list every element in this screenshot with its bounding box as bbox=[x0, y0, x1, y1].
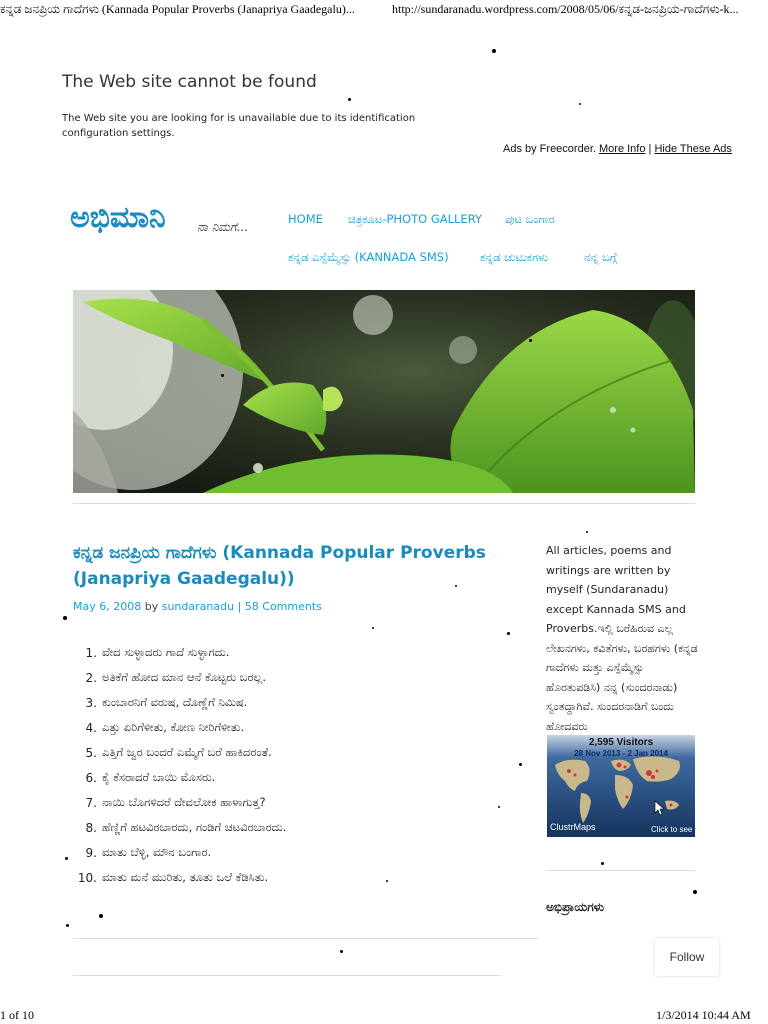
print-speck bbox=[386, 880, 388, 882]
print-footer-timestamp: 1/3/2014 10:44 AM bbox=[656, 1008, 751, 1022]
map-visitor-count: 2,595 Visitors bbox=[588, 737, 654, 748]
print-speck bbox=[340, 950, 343, 953]
print-speck bbox=[586, 531, 588, 533]
print-speck bbox=[579, 103, 581, 105]
list-number: 8. bbox=[85, 820, 97, 835]
list-number: 6. bbox=[85, 770, 97, 785]
proverb-text: ನಾಯಿ ಬೊಗಳಿದರೆ ದೇವಲೋಕ ಹಾಳಾಗುತ್ತ? bbox=[102, 795, 266, 809]
nav-kannada-sms[interactable]: ಕನ್ನಡ ಎಸ್ಸೆಮ್ಮೆಸ್ಸು (KANNADA SMS) bbox=[288, 250, 449, 264]
print-header-title: ಕನ್ನಡ ಜನಪ್ರಿಯ ಗಾದೆಗಳು (Kannada Popular Proverbs (Janapriya Gaadegalu)... bbox=[0, 2, 355, 16]
ads-separator: | bbox=[648, 143, 652, 155]
ads-prefix: Ads by Freecorder. bbox=[503, 143, 596, 155]
proverb-text: ಎತ್ತಿಗೆ ಜ್ವರ ಬಂದರೆ ಎಮ್ಮೆಗೆ ಬರೆ ಹಾಕಿದರಂತೆ. bbox=[102, 745, 272, 759]
list-item bbox=[73, 840, 523, 865]
list-item bbox=[73, 765, 523, 790]
site-tagline: ನಾ ನಿಮಗೆ... bbox=[197, 220, 249, 234]
proverb-text: ಹೆಣ್ಣಿಗೆ ಹಟವಿರಬಾರದು, ಗಂಡಿಗೆ ಚಟವಿರಬಾರದು. bbox=[102, 820, 287, 834]
print-speck bbox=[65, 857, 68, 860]
proverb-list bbox=[73, 640, 523, 890]
list-item bbox=[73, 640, 523, 665]
post-author-link[interactable]: sundaranadu bbox=[161, 600, 235, 613]
proverb-text: ವೇದ ಸುಳ್ಳಾದರು ಗಾದೆ ಸುಳ್ಳಾಗದು. bbox=[102, 645, 230, 659]
print-speck bbox=[348, 98, 351, 101]
nav-about-me[interactable]: ನನ್ನ ಬಗ್ಗೆ bbox=[584, 250, 618, 264]
print-speck bbox=[221, 374, 224, 377]
list-item bbox=[73, 665, 523, 690]
print-speck bbox=[66, 924, 69, 927]
nav-home[interactable]: HOME bbox=[288, 212, 323, 226]
print-speck bbox=[372, 627, 374, 629]
list-number: 3. bbox=[85, 695, 97, 710]
list-number: 9. bbox=[85, 845, 97, 860]
recent-comments-heading: ಅಭಿಪ್ರಾಯಗಳು bbox=[546, 900, 605, 914]
post-comments-link[interactable]: 58 Comments bbox=[244, 600, 322, 613]
header-divider bbox=[73, 503, 695, 504]
ads-bar bbox=[503, 143, 732, 155]
list-number: 10. bbox=[77, 870, 97, 885]
proverb-text: ಮಾತು ಮನೆ ಮುರಿತು, ತೂತು ಒಲೆ ಕೆಡಿಸಿತು. bbox=[102, 870, 269, 884]
map-brand: ClustrMaps bbox=[550, 822, 596, 832]
post-divider-2 bbox=[73, 975, 501, 976]
list-item bbox=[73, 690, 523, 715]
error-message: The Web site you are looking for is unavailable due to its identification configuration settings. bbox=[62, 113, 416, 139]
sidebar-about-text: All articles, poems and writings are written by myself (Sundaranadu) except Kannada SMS and Proverbs.ಇಲ್ಲಿ ಬರೆಹಿರುವ ಎಲ್ಲ ಲೇಖನಗಳು, ಕವಿತೆಗಳು, ಬರಹಗಳು (ಕನ್ನಡ ಗಾದೆಗಳು ಮತ್ತು ಎಸ್ಸೆಮ್ಮೆಸ್ಸು ಹೊರತುಪಡಿಸಿ) ನನ್ನ (ಸುಂದರನಾಡು) ಸ್ವಂತದ್ದಾಗಿವೆ. ಸುಂದರನಾಡಿಗೆ ಬಂದು ಹೋದವರು bbox=[546, 544, 698, 733]
post-title[interactable]: ಕನ್ನಡ ಜನಪ್ರಿಯ ಗಾದೆಗಳು (Kannada Popular Proverbs (Janapriya Gaadegalu)) bbox=[73, 543, 486, 589]
print-speck bbox=[529, 339, 532, 342]
print-speck bbox=[601, 862, 604, 865]
follow-button[interactable]: Follow bbox=[655, 938, 719, 976]
hide-ads-link[interactable]: Hide These Ads bbox=[654, 143, 732, 155]
print-header-url: http://sundaranadu.wordpress.com/2008/05/06/ಕನ್ನಡ-ಜನಪ್ರಿಯ-ಗಾದೆಗಳು-k... bbox=[392, 2, 739, 16]
proverb-text: ಎತ್ತು ಏರಿಗೆಳೀತು, ಕೋಣ ನೀರಿಗೆಳೀತು. bbox=[102, 720, 245, 734]
post-meta-separator: | bbox=[237, 600, 242, 613]
list-item bbox=[73, 790, 523, 815]
proverb-text: ಕೈ ಕೆಸರಾದರೆ ಬಾಯಿ ಮೊಸರು. bbox=[102, 770, 216, 784]
map-click-to-see: Click to see bbox=[651, 825, 693, 834]
site-logo[interactable]: ಅಭಿಮಾನಿ bbox=[70, 200, 166, 235]
post-date-link[interactable]: May 6, 2008 bbox=[73, 600, 142, 613]
post-by: by bbox=[144, 600, 159, 613]
list-item bbox=[73, 815, 523, 840]
print-speck bbox=[63, 616, 67, 620]
list-number: 7. bbox=[85, 795, 97, 810]
list-number: 2. bbox=[85, 670, 97, 685]
print-speck bbox=[492, 49, 496, 53]
nav-photo-gallery[interactable]: ಚಿತ್ರಕೂಟ-PHOTO GALLERY bbox=[348, 212, 482, 226]
post-divider bbox=[73, 938, 538, 939]
sidebar-divider bbox=[546, 870, 695, 871]
proverb-text: ಮಾತು ಬೆಳ್ಳಿ, ಮೌನ ಬಂಗಾರ. bbox=[102, 845, 212, 859]
map-date-range: 28 Nov 2013 - 2 Jan 2014 bbox=[574, 749, 668, 758]
more-info-link[interactable]: More Info bbox=[599, 143, 646, 155]
print-footer-page: 1 of 10 bbox=[0, 1008, 34, 1022]
proverb-text: ಕುಂಬಾರನಿಗೆ ವರುಷ, ದೊಣ್ಣೆಗೆ ನಿಮಿಷ. bbox=[102, 695, 248, 709]
list-item bbox=[73, 715, 523, 740]
print-speck bbox=[693, 890, 697, 894]
list-number: 4. bbox=[85, 720, 97, 735]
print-speck bbox=[498, 806, 500, 808]
nav-puta-bangara[interactable]: ಪುಟ ಬಂಗಾರ bbox=[505, 212, 555, 226]
proverb-text: ಅತಿಕೆಗೆ ಹೋದ ಮಾನ ಆನೆ ಕೊಟ್ಟರು ಬರಲ್ಲ. bbox=[102, 670, 267, 684]
list-number: 5. bbox=[85, 745, 97, 760]
error-title: The Web site cannot be found bbox=[62, 72, 317, 92]
print-speck bbox=[455, 585, 457, 587]
list-item bbox=[73, 740, 523, 765]
clustrmaps-widget[interactable] bbox=[547, 735, 695, 837]
print-speck bbox=[507, 632, 510, 635]
nav-kannada-chutukagalu[interactable]: ಕನ್ನಡ ಚುಟುಕಗಳು bbox=[480, 250, 549, 264]
list-item bbox=[73, 865, 523, 890]
print-speck bbox=[519, 763, 522, 766]
print-speck bbox=[99, 914, 103, 918]
list-number: 1. bbox=[85, 645, 97, 660]
header-image bbox=[73, 290, 695, 493]
post-meta bbox=[73, 600, 322, 613]
